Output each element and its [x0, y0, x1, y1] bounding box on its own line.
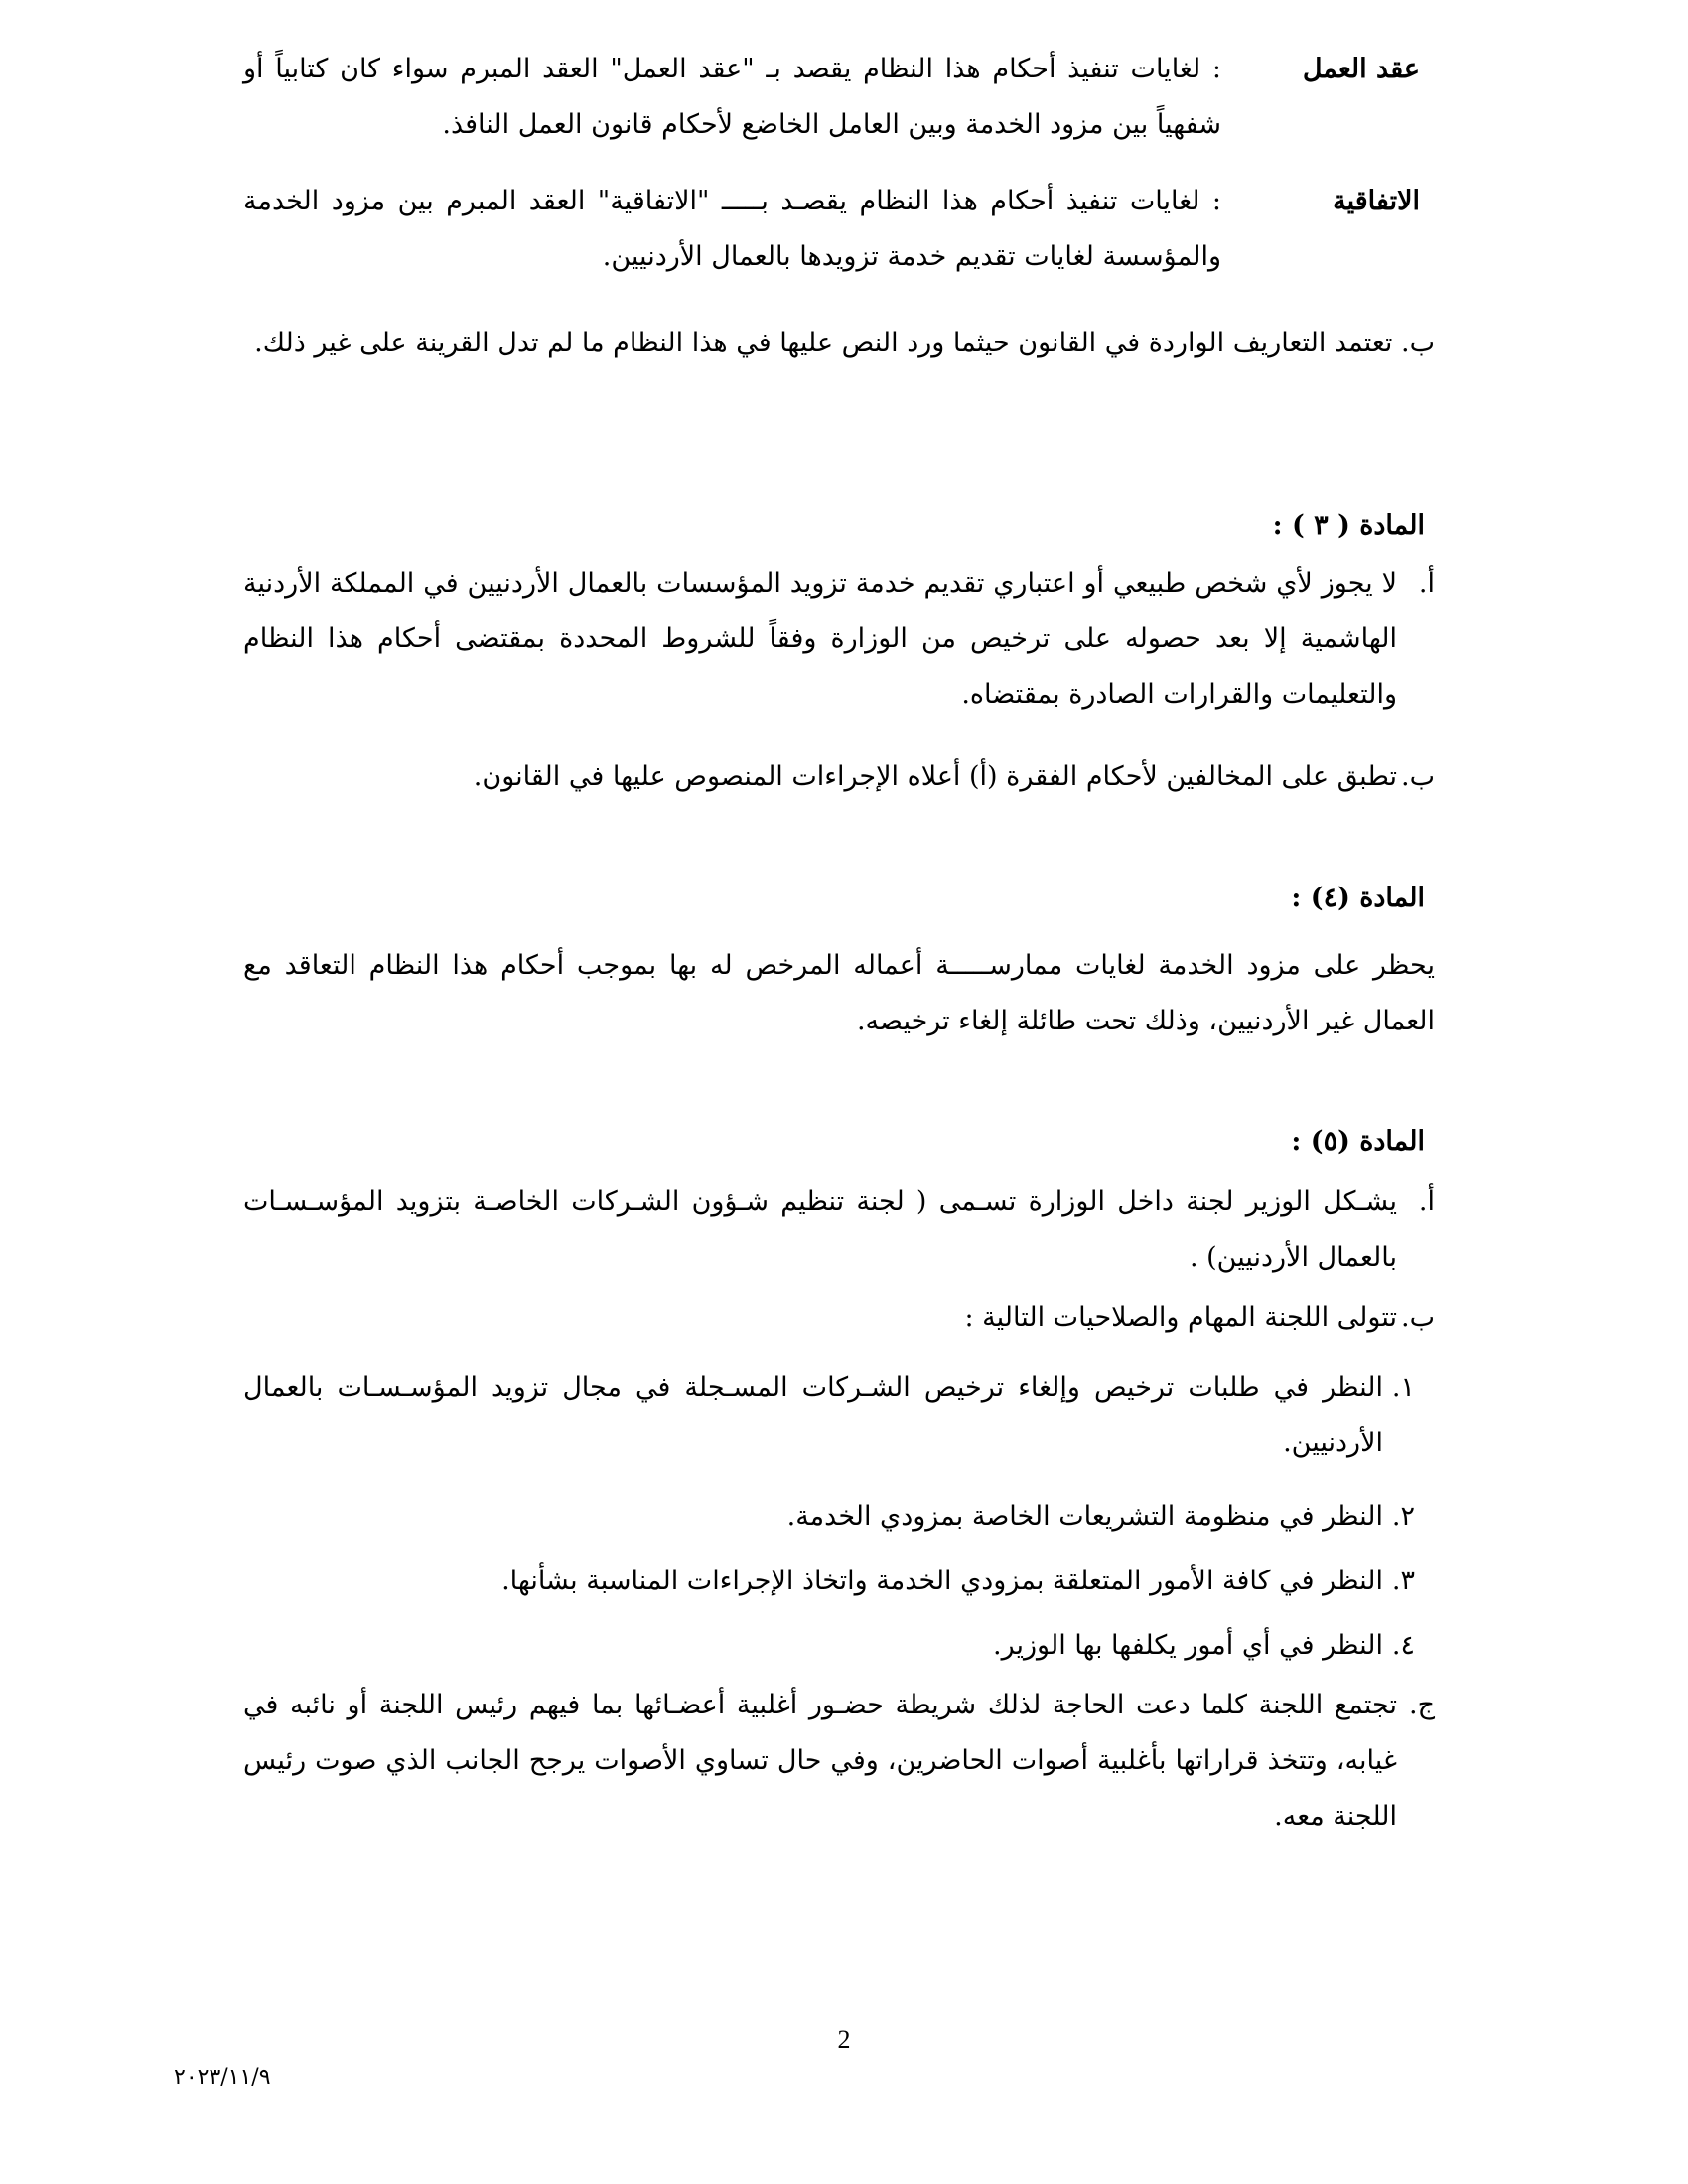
item-text: لا يجوز لأي شخص طبيعي أو اعتباري تقديم خدمة تزويد المؤسسات بالعمال الأردنيين في المملكة الأردنية الهاشمية إلا بعد حصوله على ترخيص من الوزارة وفقاً للشروط المحددة بمقتضى أحكام هذا النظام والتعليمات والقرارات الصادرة بمقتضاه. [243, 568, 1397, 710]
article-3-item-b [243, 750, 1435, 805]
article-3-heading: المادة ( ٣ ) : [1272, 510, 1425, 541]
item-marker: أ. [1418, 568, 1435, 599]
subitem-marker: ٢. [1391, 1501, 1415, 1532]
subitem-text: النظر في كافة الأمور المتعلقة بمزودي الخدمة واتخاذ الإجراءات المناسبة بشأنها. [501, 1566, 1383, 1596]
article-5-subitem-4 [243, 1618, 1415, 1674]
subitem-text: النظر في منظومة التشريعات الخاصة بمزودي الخدمة. [786, 1501, 1383, 1532]
article-3-item-a [243, 556, 1435, 723]
item-text: يشـكل الوزير لجنة داخل الوزارة تسـمى ( لجنة تنظيم شـؤون الشـركات الخاصـة بتزويد المؤسـسـات بالعمال الأردنيين) . [243, 1186, 1397, 1273]
subitem-marker: ٤. [1391, 1630, 1415, 1661]
definition-agreement [243, 174, 1420, 285]
item-text: تتولى اللجنة المهام والصلاحيات التالية : [964, 1302, 1397, 1333]
item-marker: ب. [1400, 1302, 1435, 1333]
footer-date: ٢٠٢٣/١١/٩ [174, 2065, 271, 2090]
subitem-marker: ١. [1391, 1372, 1415, 1403]
definition-text: : لغايات تنفيذ أحكام هذا النظام يقصـد بـــــ "الاتفاقية" العقد المبرم بين مزود الخدمة والمؤسسة لغايات تقديم خدمة تزويدها بالعمال الأردنيين. [243, 186, 1221, 272]
definition-work-contract [243, 42, 1420, 153]
page-number: 2 [837, 2025, 851, 2054]
item-marker: ج. [1408, 1690, 1435, 1720]
article-4-text: يحظر على مزود الخدمة لغايات ممارســـــة أعماله المرخص له بها بموجب أحكام هذا النظام التعاقد مع العمال غير الأردنيين، وذلك تحت طائلة إلغاء ترخيصه. [243, 950, 1435, 1036]
item-marker: ب. [1400, 761, 1435, 792]
article-5-heading: المادة (٥) : [1291, 1126, 1425, 1157]
definition-term: عقد العمل [1302, 54, 1420, 84]
item-text: تجتمع اللجنة كلما دعت الحاجة لذلك شريطة حضـور أغلبية أعضـائها بما فيهم رئيس اللجنة أو نائبه في غيابه، وتتخذ قراراتها بأغلبية أصوات الحاضرين، وفي حال تساوي الأصوات يرجح الجانب الذي صوت رئيس اللجنة معه. [243, 1690, 1397, 1832]
article-5-subitem-3 [243, 1554, 1415, 1609]
subitem-text: النظر في طلبات ترخيص وإلغاء ترخيص الشـركات المسـجلة في مجال تزويد المؤسـسـات بالعمال الأردنيين. [243, 1372, 1383, 1458]
article-4-heading: المادة (٤) : [1291, 883, 1425, 913]
definitions-note: ب. تعتمد التعاريف الواردة في القانون حيثما ورد النص عليها في هذا النظام ما لم تدل القرينة على غير ذلك. [254, 328, 1435, 358]
item-marker: أ. [1418, 1186, 1435, 1217]
definition-term: الاتفاقية [1333, 186, 1420, 216]
item-text: تطبق على المخالفين لأحكام الفقرة (أ) أعلاه الإجراءات المنصوص عليها في القانون. [473, 761, 1397, 792]
article-5-subitem-1 [243, 1360, 1415, 1471]
article-5-item-c [243, 1678, 1435, 1844]
subitem-text: النظر في أي أمور يكلفها بها الوزير. [992, 1630, 1383, 1661]
article-5-item-a [243, 1174, 1435, 1286]
definition-text: : لغايات تنفيذ أحكام هذا النظام يقصد بـ "عقد العمل" العقد المبرم سواء كان كتابياً أو شفهياً بين مزود الخدمة وبين العامل الخاضع لأحكام قانون العمل النافذ. [243, 54, 1221, 140]
article-5-subitem-2 [243, 1489, 1415, 1545]
subitem-marker: ٣. [1391, 1566, 1415, 1596]
article-5-item-b [243, 1291, 1435, 1346]
